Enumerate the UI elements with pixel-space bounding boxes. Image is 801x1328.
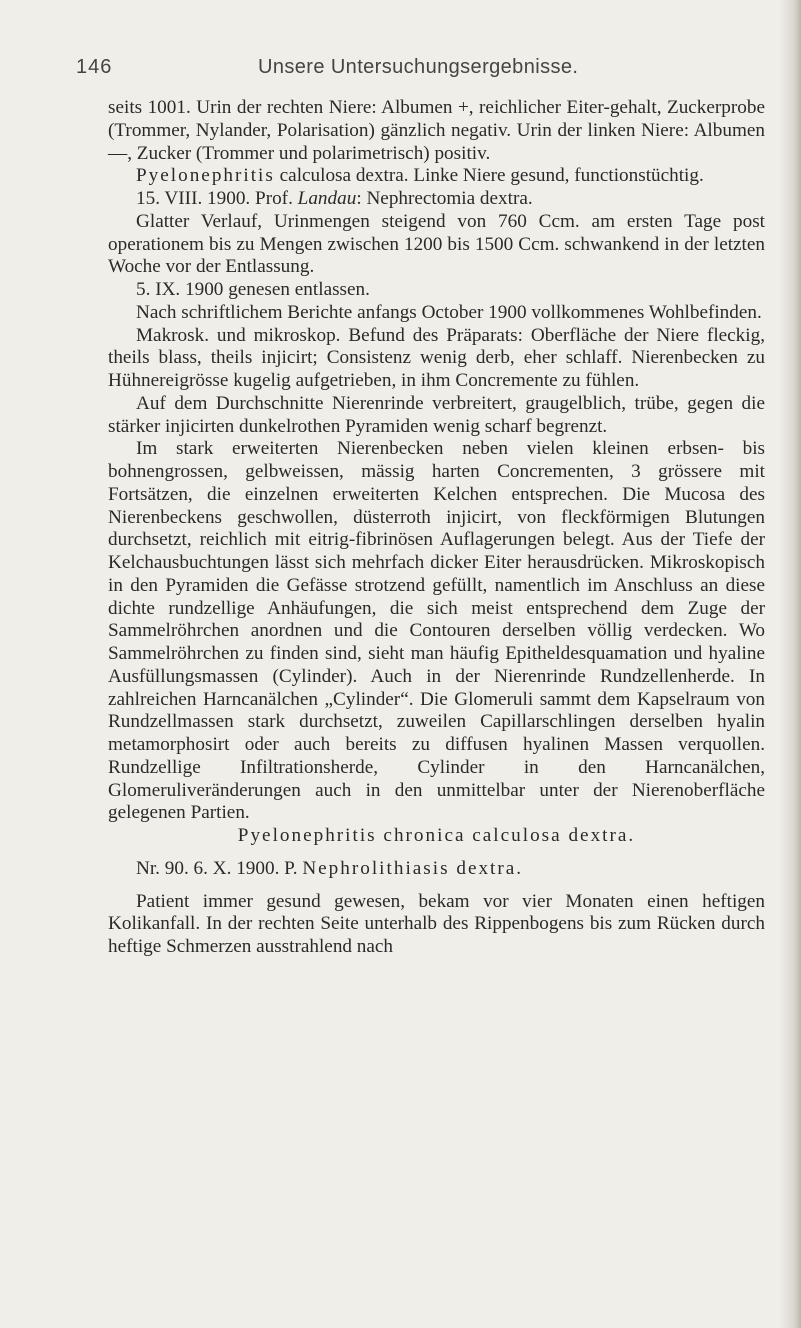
paragraph-discharge: 5. IX. 1900 genesen entlassen. bbox=[136, 279, 370, 300]
case-diagnosis: Nephrolithiasis dextra. bbox=[302, 857, 524, 879]
body-text bbox=[108, 97, 765, 959]
paragraph-course: Glatter Verlauf, Urinmengen steigend von 760 Ccm. am ersten Tage post operationem bis zu Mengen zwischen 1200 bis 1500 Ccm. schwankend in der letzten Woche vor der Entlassung. bbox=[108, 210, 765, 278]
diagnosis-rest: calculosa dextra. Linke Niere gesund, functionstüchtig. bbox=[274, 165, 704, 187]
running-title: Unsere Untersuchungsergebnisse. bbox=[258, 56, 579, 78]
paragraph-microscopic: Im stark erweiterten Nierenbecken neben vielen kleinen erbsen- bis bohnengrossen, gelbweissen, mässig harten Concrementen, 3 grössere mit Fortsätzen, die einzelnen erweiterten Kelchen entsprechen. Die Mucosa des Nierenbeckens geschwollen, düsterroth injicirt, von fleckförmigen Blutungen durchsetzt, reichlich mit eitrig-fibrinösen Auflagerungen belegt. Aus der Tiefe der Kelchausbuchtungen lässt sich mehrfach dicker Eiter herausdrücken. Mikroskopisch in den Pyramiden die Gefässe strotzend gefüllt, namentlich im Anschluss an diese dichte rundzellige Anhäufungen, die sich meist entsprechend dem Zuge der Sammelröhrchen anordnen und die Contouren derselben völlig verdecken. Wo Sammelröhrchen zu finden sind, sieht man häufig Epitheldesquamation und hyaline Ausfüllungsmassen (Cylinder). Auch in der Nierenrinde Rundzellenherde. In zahlreichen Harncanälchen „Cylinder“. Die Glomeruli sammt dem Kapselraum von Rundzellmassen stark durchsetzt, zuweilen Capillarschlingen derselben hyalin metamorphosirt oder auch bereits zu diffusen hyalinen Massen verquollen. Rundzellige Infiltrationsherde, Cylinder in den Harncanälchen, Glomeruliveränderungen auch in den unmittelbar unter der Nierenoberfläche gelegenen Partien. bbox=[108, 438, 765, 824]
operation-date: 15. VIII. 1900. Prof. bbox=[136, 188, 298, 209]
page-edge-shadow bbox=[779, 0, 801, 1328]
paragraph-macroscopic: Makrosk. und mikroskop. Befund des Präparats: Oberfläche der Niere fleckig, theils blass, theils injicirt; Consistenz wenig derb, eher schlaff. Nierenbecken zu Hühnereigrösse kugelig aufgetrieben, in ihm Concremente zu fühlen. bbox=[108, 324, 765, 391]
paragraph-cross-section: Auf dem Durchschnitte Nierenrinde verbreitert, graugelblich, trübe, gegen die stärker injicirten dunkelrothen Pyramiden wenig scharf begrenzt. bbox=[108, 392, 765, 437]
operation-rest: : Nephrectomia dextra. bbox=[356, 188, 533, 209]
paragraph-final-diagnosis: Pyelonephritis chronica calculosa dextra. bbox=[237, 825, 636, 846]
paragraph-case-heading bbox=[108, 858, 765, 881]
paragraph-operation bbox=[108, 188, 765, 211]
page-number: 146 bbox=[76, 56, 113, 78]
paragraph-urine-findings: seits 1001. Urin der rechten Niere: Albumen +, reichlicher Eiter-gehalt, Zuckerprobe (Trommer, Nylander, Polarisation) gänzlich negativ. Urin der linken Niere: Albumen —, Zucker (Trommer und polarimetrisch) positiv. bbox=[108, 97, 765, 164]
diagnosis-term: Pyelonephritis bbox=[136, 165, 275, 187]
paragraph-case-history: Patient immer gesund gewesen, bekam vor vier Monaten einen heftigen Kolikanfall. In der rechten Seite unterhalb des Rippenbogens bis zum Rücken durch heftige Schmerzen ausstrahlend nach bbox=[108, 890, 765, 957]
paragraph-diagnosis bbox=[108, 165, 765, 188]
running-head bbox=[76, 56, 736, 86]
case-number: Nr. 90. 6. X. 1900. P. bbox=[136, 857, 303, 879]
surgeon-name: Landau bbox=[297, 188, 357, 209]
paragraph-followup: Nach schriftlichem Berichte anfangs October 1900 vollkommenes Wohlbefinden. bbox=[136, 301, 762, 323]
